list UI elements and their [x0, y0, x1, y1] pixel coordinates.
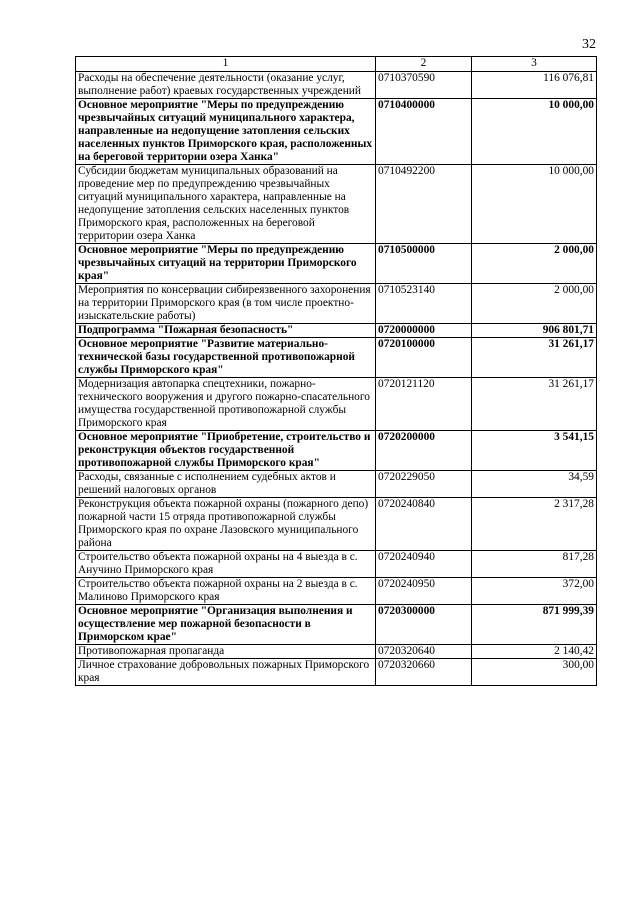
row-amount-cell: 116 076,81: [472, 72, 597, 99]
row-code-cell: 0720121120: [376, 378, 472, 431]
row-code-cell: 0720000000: [376, 324, 472, 338]
row-amount-cell: 817,28: [472, 551, 597, 578]
row-amount-cell: 2 000,00: [472, 284, 597, 324]
table-row: [76, 284, 597, 324]
row-name-cell: Расходы на обеспечение деятельности (оказание услуг, выполнение работ) краевых государственных учреждений: [76, 72, 376, 99]
row-code-cell: 0720229050: [376, 471, 472, 498]
row-amount-cell: 2 317,28: [472, 498, 597, 551]
row-amount-cell: 871 999,39: [472, 605, 597, 645]
row-code-cell: 0720240950: [376, 578, 472, 605]
table-body: [76, 72, 597, 686]
row-name-cell: Модернизация автопарка спецтехники, пожарно-технического вооружения и другого пожарно-спасательного имущества государственной противопожарной службы Приморского края: [76, 378, 376, 431]
column-header-code: 2: [376, 57, 472, 72]
row-name-cell: Расходы, связанные с исполнением судебных актов и решений налоговых органов: [76, 471, 376, 498]
row-amount-cell: 34,59: [472, 471, 597, 498]
row-code-cell: 0720240840: [376, 498, 472, 551]
row-name-cell: Реконструкция объекта пожарной охраны (пожарного депо) пожарной части 15 отряда противопожарной службы Приморского края по охране Лазовского муниципального района: [76, 498, 376, 551]
row-code-cell: 0710500000: [376, 244, 472, 284]
table-header-row: [76, 57, 597, 72]
page-number: 32: [582, 37, 596, 52]
row-code-cell: 0710400000: [376, 99, 472, 165]
table-row: [76, 165, 597, 244]
row-code-cell: 0710492200: [376, 165, 472, 244]
row-amount-cell: 2 000,00: [472, 244, 597, 284]
row-amount-cell: 10 000,00: [472, 165, 597, 244]
table-row: [76, 99, 597, 165]
row-name-cell: Основное мероприятие "Меры по предупреждению чрезвычайных ситуаций на территории Приморского края": [76, 244, 376, 284]
column-header-name: 1: [76, 57, 376, 72]
row-code-cell: 0720100000: [376, 338, 472, 378]
row-name-cell: Субсидии бюджетам муниципальных образований на проведение мер по предупреждению чрезвычайных ситуаций муниципального характера, направленные на недопущение затопления сельских населенных пунктов Приморского края, расположенных на береговой территории озера Ханка: [76, 165, 376, 244]
row-name-cell: Личное страхование добровольных пожарных Приморского края: [76, 659, 376, 686]
row-name-cell: Основное мероприятие "Приобретение, строительство и реконструкция объектов государственной противопожарной службы Приморского края": [76, 431, 376, 471]
row-name-cell: Строительство объекта пожарной охраны на 4 выезда в с. Анучино Приморского края: [76, 551, 376, 578]
table-row: [76, 244, 597, 284]
row-amount-cell: 2 140,42: [472, 645, 597, 659]
table-row: [76, 471, 597, 498]
table-row: [76, 605, 597, 645]
row-name-cell: Мероприятия по консервации сибиреязвенного захоронения на территории Приморского края (в том числе проектно-изыскательские работы): [76, 284, 376, 324]
row-name-cell: Основное мероприятие "Развитие материально-технической базы государственной противопожарной службы Приморского края": [76, 338, 376, 378]
table-row: [76, 72, 597, 99]
row-name-cell: Подпрограмма "Пожарная безопасность": [76, 324, 376, 338]
row-amount-cell: 31 261,17: [472, 378, 597, 431]
table-row: [76, 659, 597, 686]
row-name-cell: Основное мероприятие "Организация выполнения и осуществление мер пожарной безопасности в Приморском крае": [76, 605, 376, 645]
table-row: [76, 578, 597, 605]
table-row: [76, 338, 597, 378]
row-name-cell: Противопожарная пропаганда: [76, 645, 376, 659]
budget-table: [75, 56, 597, 686]
row-code-cell: 0720320640: [376, 645, 472, 659]
column-header-amount: 3: [472, 57, 597, 72]
row-name-cell: Строительство объекта пожарной охраны на 2 выезда в с. Малиново Приморского края: [76, 578, 376, 605]
row-code-cell: 0710523140: [376, 284, 472, 324]
table-row: [76, 498, 597, 551]
table-row: [76, 551, 597, 578]
row-amount-cell: 10 000,00: [472, 99, 597, 165]
row-code-cell: 0720240940: [376, 551, 472, 578]
row-code-cell: 0710370590: [376, 72, 472, 99]
table-row: [76, 645, 597, 659]
row-code-cell: 0720300000: [376, 605, 472, 645]
table-row: [76, 324, 597, 338]
row-code-cell: 0720320660: [376, 659, 472, 686]
row-amount-cell: 372,00: [472, 578, 597, 605]
row-amount-cell: 31 261,17: [472, 338, 597, 378]
row-amount-cell: 3 541,15: [472, 431, 597, 471]
row-name-cell: Основное мероприятие "Меры по предупреждению чрезвычайных ситуаций муниципального характера, направленные на недопущение затопления сельских населенных пунктов Приморского края, расположенных на береговой территории озера Ханка": [76, 99, 376, 165]
row-code-cell: 0720200000: [376, 431, 472, 471]
row-amount-cell: 300,00: [472, 659, 597, 686]
row-amount-cell: 906 801,71: [472, 324, 597, 338]
table-row: [76, 378, 597, 431]
table-row: [76, 431, 597, 471]
